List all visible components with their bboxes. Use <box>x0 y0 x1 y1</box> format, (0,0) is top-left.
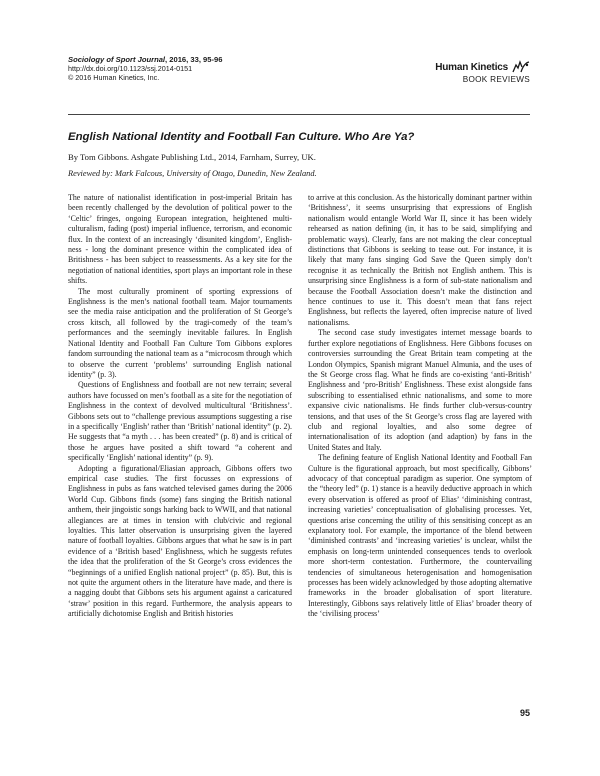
paragraph: The second case study investigates internet message boards to further explore negotiations of Englishness. Here Gibbons focuses on controversies surrounding the Great Britain team competing at the London Olympics, Spanish migrant Manuel Almunia, and the uses of the St George cross flag. What he finds are co-existing ‘anti-British’ Englishness and ‘pro-British’ Englishness. These exist alongside fans subscribing to essentialised ethnic nationalisms, and some to more expansive civic nationalisms. He finds further club-versus-country tensions, and that uses of the St George’s cross flag are layered with club and regional loyalties, and also some degree of internationalisation of its adoption (and adaption) by fans in the United States and Italy. <box>308 328 532 452</box>
book-byline: By Tom Gibbons. Ashgate Publishing Ltd., 2014, Farnham, Surrey, UK. <box>68 152 316 162</box>
paragraph: The defining feature of English National Identity and Football Fan Culture is the figurational approach, but most specifically, Gibbons’ advocacy of that conceptual paradigm as superior. One symptom of the “theory led” (p. 1) stance is a heavily deductive approach in which every observation is offered as proof of Elias’ ‘diminishing contrast, increasing varieties’ conceptualisation of globalising processes. Yet, questions arise concerning the utility of this sensitising concept as an explanatory tool. For example, the importance of the blend between ‘diminished contrasts’ and ‘increasing varieties’ is unclear, whilst the emphasis on long-term unintended consequences tends to overlook more short-term contestation. Furthermore, the countervailing tendencies of simultaneous heterogenisation and homogenisation processes has been widely acknowledged by those adopting alternative frameworks in the broader globalisation of sport literature. Interestingly, Gibbons says relatively little of Elias’ broader theory of the ‘civilising process’ <box>308 453 532 619</box>
reviewer-line: Reviewed by: Mark Falcous, University of Otago, Dunedin, New Zealand. <box>68 169 317 178</box>
right-column <box>308 193 532 620</box>
publisher-name: Human Kinetics <box>435 61 508 73</box>
paragraph: Questions of Englishness and football are not new terrain; several authors have focussed on men’s football as a site for the negotiation of Englishness in the context of devolved multicultural ‘Britishness’. Gibbons sets out to “challenge previous assumptions suggesting a rise in a specifically ‘English’ rather than ‘British’ national identity” (p. 2). He suggests that “a myth . . . has been created” (p. 8) and is critical of those he argues have posited a shift toward “a coherent and specifically ‘English’ national identity” (p. 9). <box>68 380 292 463</box>
paragraph: The most culturally prominent of sporting expressions of Englishness is the men’s national football team. Major tournaments see the media raise anticipation and the proliferation of St George’s cross kitsch, all followed by the tragi-comedy of the team’s performances and the seemingly inevitable failures. In English National Identity and Football Fan Culture Tom Gibbons explores fandom surrounding the national team as a “microcosm through which to observe the current ‘problems’ surrounding English national identity” (p. 3). <box>68 286 292 379</box>
page-number: 95 <box>519 708 530 718</box>
journal-citation <box>68 55 222 82</box>
paragraph: The nature of nationalist identification in post-imperial Britain has been recently challenged by the devolution of political power to the ‘Celtic’ fringes, ongoing European integration, heightened multi-culturalism, fading (post) imperial influence, terrorism, and economic flux. In the context of an increasingly ‘disunited kingdom’, English-ness - long the dominant presence within the complicated idea of Britishness - has been subject to reassessments. As a key site for the negotiation of national identities, sport plays an important role in these shifts. <box>68 193 292 286</box>
human-kinetics-logo-icon <box>512 60 530 74</box>
paragraph: to arrive at this conclusion. As the historically dominant partner within ‘Britishness’, it seems unsurprising that expressions of English nationalism would entangle World War II, since it has been widely rehearsed as nation defining (in, it has to be said, simplifying and problematic ways). Clearly, fans are not making the clear conceptual distinctions that Gibbons is seeking to tease out. For instance, it is likely that many fans singing God Save the Queen simply don’t recognise it as technically the British not English anthem. This is unsurprising since Englishness is a form of sub-state nationalism and because the Football Association doesn’t make the distinction and hence continues to use it. This doesn’t mean that fans reject Englishness, but reflects the layered, often imprecise nature of lived nationalisms. <box>308 193 532 327</box>
doi-link[interactable]: http://dx.doi.org/10.1123/ssj.2014-0151 <box>68 64 193 73</box>
paragraph: Adopting a figurational/Eliasian approach, Gibbons offers two empirical case studies. The first focusses on expressions of Englishness in pubs as fans watched televised games during the 2006 World Cup. Gibbons finds (some) fans singing the British national anthem, their jingoistic songs harking back to WWII, and that national allegiances are at times in tension with club/civic and regional loyalties. This latter observation is unsurprising given the layered nature of football loyalties. Gibbons argues that what he saw is in part evidence of a ‘British based’ Englishness, which he suggests refutes the idea that the proliferation of the St George’s cross evidences the “beginnings of a unified English national project” (p. 85). But, this is not quite the argument others in the literature have made, and there is a nagging doubt that Gibbons sets his argument against a caricatured ‘straw’ position in this regard. Furthermore, the analysis appears to artificially dichotomise English and British histories <box>68 463 292 619</box>
section-label: BOOK REVIEWS <box>462 75 530 84</box>
journal-title-line: Sociology of Sport Journal, 2016, 33, 95-96 <box>68 55 223 64</box>
copyright-notice: © 2016 Human Kinetics, Inc. <box>68 73 160 82</box>
header-divider <box>68 114 530 115</box>
article-title: English National Identity and Football Fan Culture. Who Are Ya? <box>68 131 415 143</box>
publisher-block <box>435 60 530 84</box>
left-column <box>68 193 292 620</box>
